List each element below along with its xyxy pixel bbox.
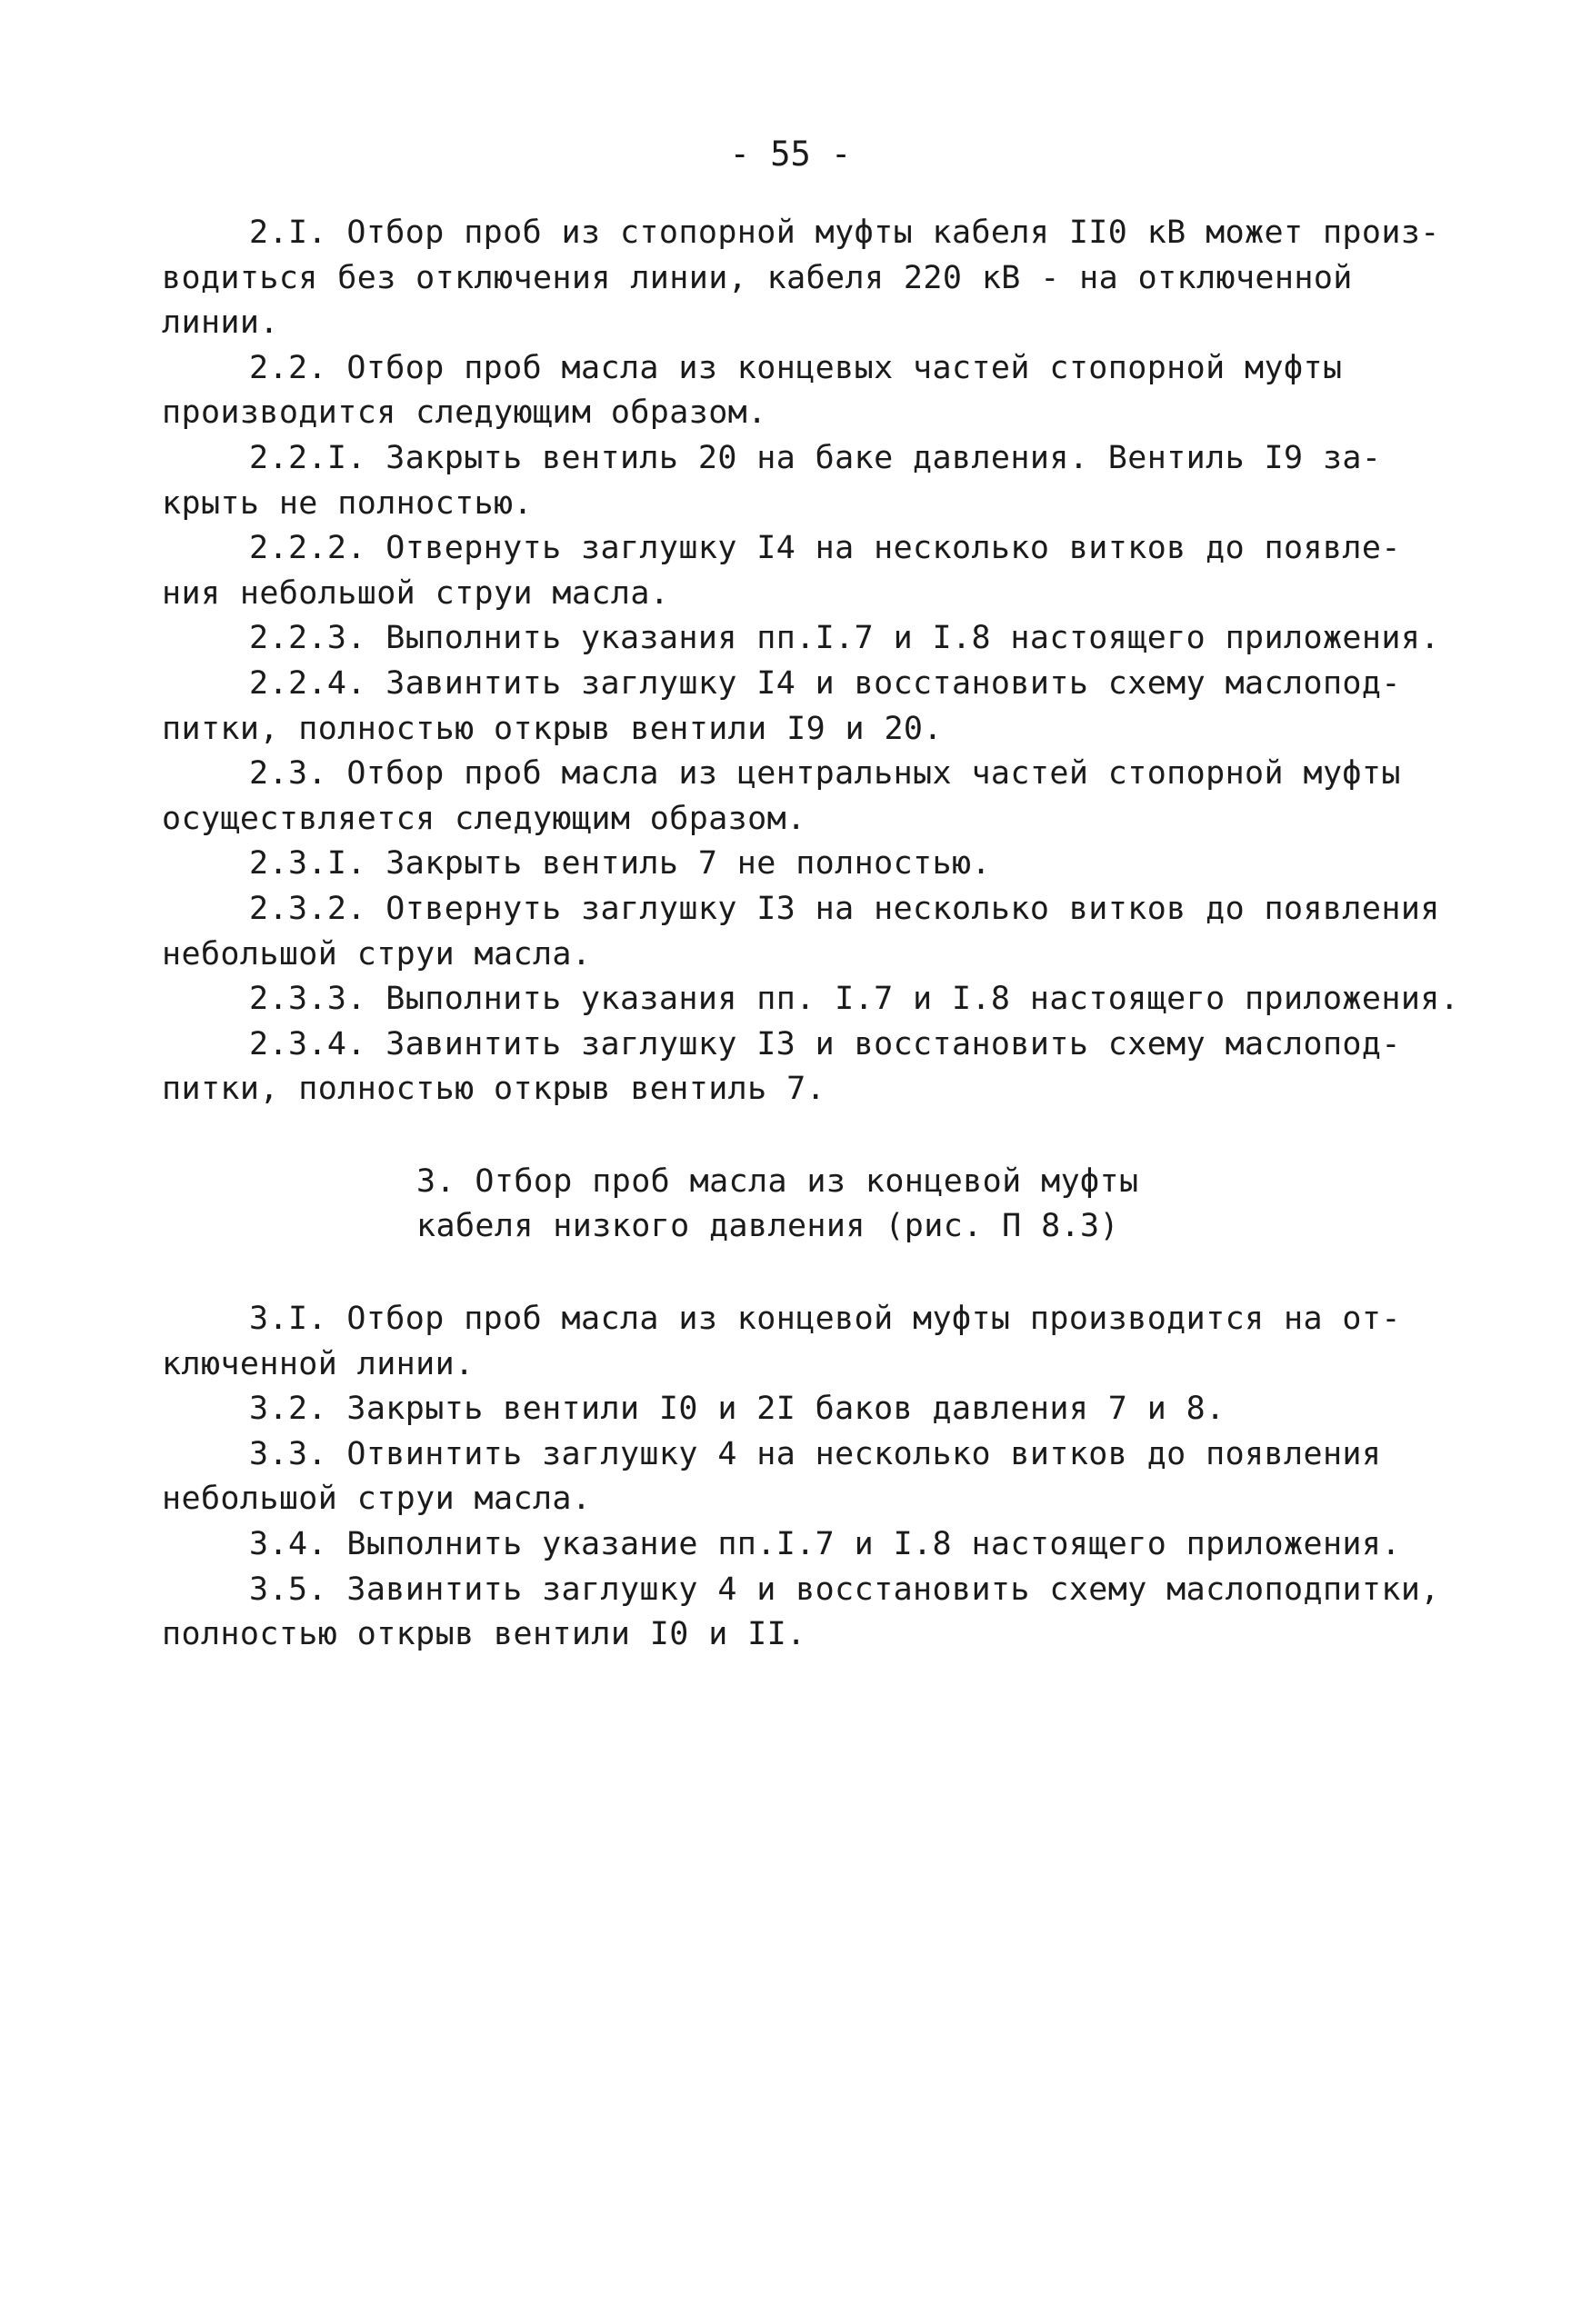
paragraph-2-3-line-2: осуществляется следующим образом. <box>162 800 806 837</box>
paragraph-2-3-4-line-1: 2.3.4. Завинтить заглушку I3 и восстановить схему маслопод- <box>249 1025 1401 1062</box>
paragraph-3-5-line-2: полностью открыв вентили I0 и II. <box>162 1616 806 1653</box>
paragraph-2-3-4-line-2: питки, полностью открыв вентиль 7. <box>162 1071 826 1108</box>
paragraph-2-2-1-line-2: крыть не полностью. <box>162 484 533 522</box>
paragraph-3-4-line-1: 3.4. Выполнить указание пп.I.7 и I.8 настоящего приложения. <box>249 1526 1401 1563</box>
paragraph-2-2-2-line-1: 2.2.2. Отвернуть заглушку I4 на несколько витков до появле- <box>249 530 1401 567</box>
paragraph-2-1-line-3: линии. <box>162 304 279 342</box>
paragraph-2-2-line-1: 2.2. Отбор проб масла из концевых частей стопорной муфты <box>249 349 1343 386</box>
paragraph-3-1-line-2: ключенной линии. <box>162 1345 475 1382</box>
paragraph-2-3-3-line-1: 2.3.3. Выполнить указания пп. I.7 и I.8 настоящего приложения. <box>249 981 1460 1018</box>
section-gap <box>162 1112 1398 1160</box>
section-3-heading-line-1: 3. Отбор проб масла из концевой муфты <box>416 1162 1139 1200</box>
paragraph-2-2-4-line-1: 2.2.4. Завинтить заглушку I4 и восстановить схему маслопод- <box>249 664 1401 702</box>
paragraph-2-2-3-line-1: 2.2.3. Выполнить указания пп.I.7 и I.8 настоящего приложения. <box>249 620 1440 657</box>
paragraph-3-2-line-1: 3.2. Закрыть вентили I0 и 2I баков давления 7 и 8. <box>249 1391 1226 1428</box>
paragraph-3-3-line-1: 3.3. Отвинтить заглушку 4 на несколько витков до появления <box>249 1435 1382 1472</box>
paragraph-2-2-4-line-2: питки, полностью открыв вентили I9 и 20. <box>162 710 943 747</box>
paragraph-2-1-line-2: водиться без отключения линии, кабеля 220 кВ - на отключенной <box>162 259 1353 296</box>
paragraph-2-3-line-1: 2.3. Отбор проб масла из центральных частей стопорной муфты <box>249 755 1401 793</box>
page-number: - 55 - <box>729 135 852 174</box>
paragraph-2-1-line-1: 2.I. Отбор проб из стопорной муфты кабеля II0 кВ может произ- <box>249 214 1440 251</box>
paragraph-2-2-line-2: производится следующим образом. <box>162 394 767 432</box>
paragraph-3-1-line-1: 3.I. Отбор проб масла из концевой муфты производится на от- <box>249 1301 1401 1338</box>
paragraph-3-5-line-1: 3.5. Завинтить заглушку 4 и восстановить схему маслоподпитки, <box>249 1571 1440 1608</box>
paragraph-2-3-2-line-2: небольшой струи масла. <box>162 935 592 972</box>
paragraph-2-2-2-line-2: ния небольшой струи масла. <box>162 574 670 612</box>
body-text <box>162 211 1460 1658</box>
paragraph-2-3-2-line-1: 2.3.2. Отвернуть заглушку I3 на несколько витков до появления <box>249 890 1440 927</box>
section-3-heading-line-2: кабеля низкого давления (рис. П 8.3) <box>416 1208 1119 1245</box>
paragraph-3-3-line-2: небольшой струи масла. <box>162 1481 592 1518</box>
paragraph-2-2-1-line-1: 2.2.I. Закрыть вентиль 20 на баке давления. Вентиль I9 за- <box>249 439 1382 476</box>
section-gap <box>162 1250 1398 1297</box>
paragraph-2-3-1-line-1: 2.3.I. Закрыть вентиль 7 не полностью. <box>249 845 991 883</box>
